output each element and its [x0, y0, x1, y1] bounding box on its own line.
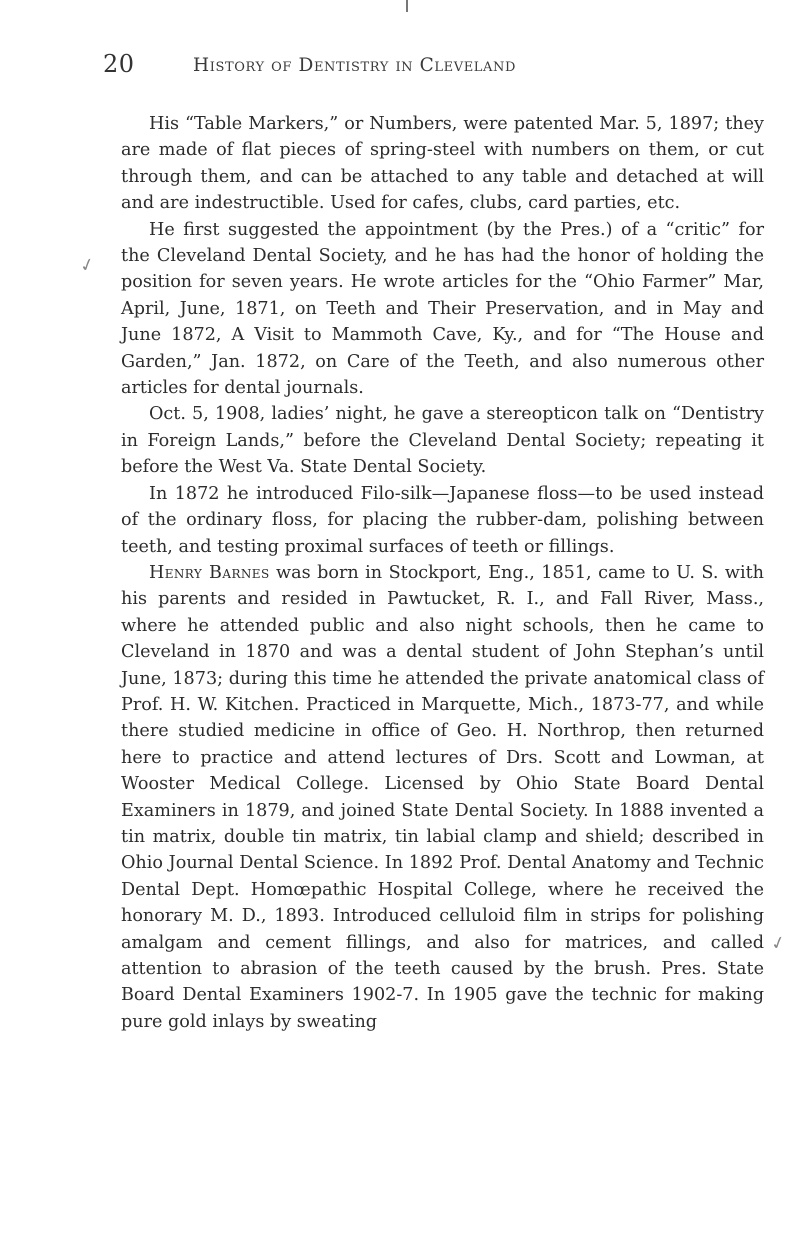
- paragraph-critic: [121, 217, 764, 402]
- paragraph-table-markers: [121, 111, 764, 217]
- paragraph-filo-silk: [121, 481, 764, 560]
- paragraph-text: In 1872 he introduced Filo-silk—Japanese floss—to be used instead of the ordinary floss, for placing the rubber-dam, polishing between teeth, and testing proximal surfaces of teeth or fillings.: [121, 483, 764, 557]
- running-head: History of Dentistry in Cleveland: [193, 55, 517, 76]
- body-text: [121, 111, 764, 1035]
- top-edge-mark: [406, 0, 408, 12]
- paragraph-text: His “Table Markers,” or Numbers, were patented Mar. 5, 1897; they are made of flat pieces of spring-steel with numbers on them, or cut through them, and can be attached to any table and detached at will and are indestructible. Used for cafes, clubs, card parties, etc.: [121, 114, 764, 214]
- paragraph-text: was born in Stockport, Eng., 1851, came to U. S. with his parents and resided in Pawtucket, R. I., and Fall River, Mass., where he attended public and also night schools, then he came to Cleveland in 1870 and was a dental student of John Stephan’s until June, 1873; during this time he attended the private anatomical class of Prof. H. W. Kitchen. Practiced in Marquette, Mich., 1873-77, and while there studied medicine in office of Geo. H. Northrop, then returned here to practice and attend lectures of Drs. Scott and Lowman, at Wooster Medical College. Licensed by Ohio State Board Dental Examiners in 1879, and joined State Dental Society. In 1888 invented a tin matrix, double tin matrix, tin labial clamp and shield; described in Ohio Journal Dental Science. In 1892 Prof. Dental Anatomy and Technic Dental Dept. Homœpathic Hospital College, where he received the honorary M. D., 1893. Introduced celluloid film in strips for polishing amalgam and cement fillings, and also for matrices, and called attention to abrasion of the teeth caused by the brush. Pres. State Board Dental Examiners 1902-7. In 1905 gave the technic for making pure gold inlays by sweating: [121, 562, 764, 1032]
- margin-check-mark-left: ✓: [77, 253, 98, 277]
- paragraph-text: Oct. 5, 1908, ladies’ night, he gave a stereopticon talk on “Dentistry in Foreign Lands,” before the Cleveland Dental Society; repeating it before the West Va. State Dental Society.: [121, 404, 764, 478]
- biography-name: Henry Barnes: [149, 562, 270, 583]
- paragraph-text: He first suggested the appointment (by the Pres.) of a “critic” for the Cleveland Dental Society, and he has had the honor of holding the position for seven years. He wrote articles for the “Ohio Farmer” Mar, April, June, 1871, on Teeth and Their Preservation, and in May and June 1872, A Visit to Mammoth Cave, Ky., and for “The House and Garden,” Jan. 1872, on Care of the Teeth, and also numerous other articles for dental journals.: [121, 219, 764, 399]
- paragraph-stereopticon: [121, 401, 764, 480]
- page-header: [103, 50, 763, 90]
- margin-check-mark-right: ✓: [768, 931, 789, 955]
- page-number: 20: [103, 50, 135, 78]
- paragraph-henry-barnes: [121, 560, 764, 1035]
